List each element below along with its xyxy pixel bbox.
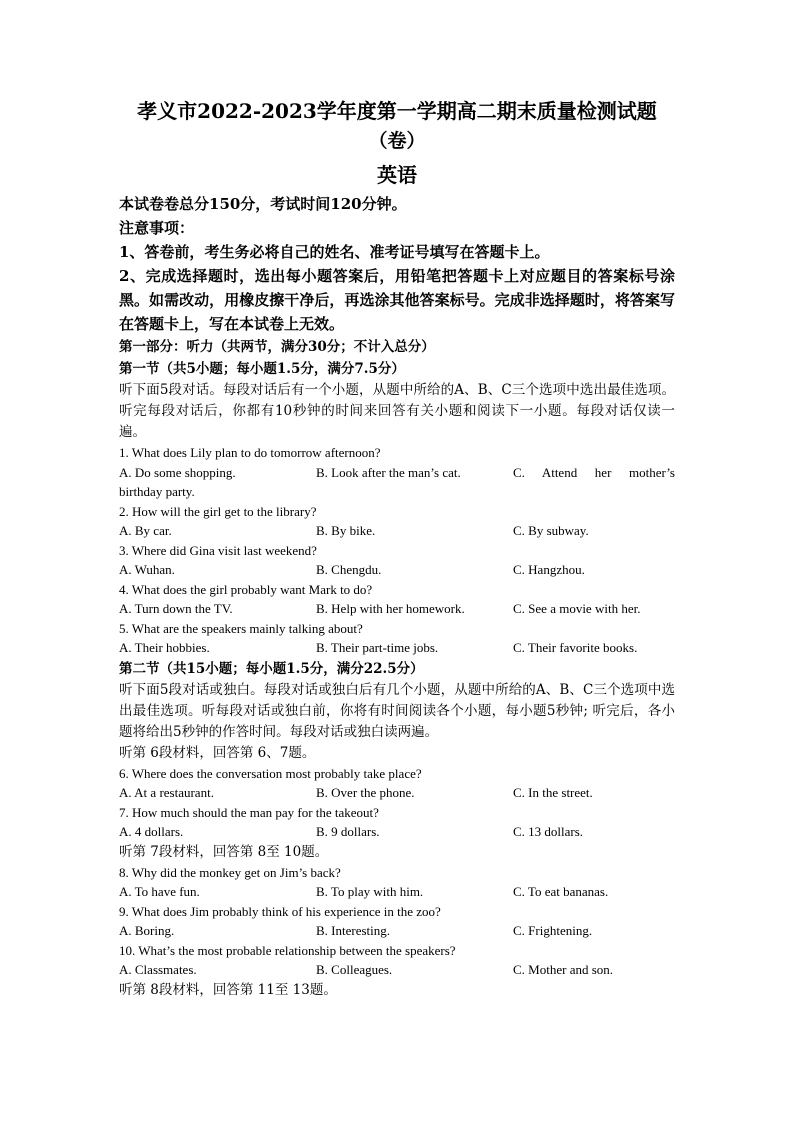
option-c: C. To eat bananas.: [513, 884, 609, 899]
option-b: B. Colleagues.: [316, 962, 393, 977]
option-a: A. Wuhan.: [119, 562, 175, 577]
attention-heading: 注意事项：: [119, 219, 195, 237]
options-5: [119, 638, 675, 658]
option-b: B. Their part-time jobs.: [316, 640, 439, 655]
option-b: B. Interesting.: [316, 923, 391, 938]
question-7: 7. How much should the man pay for the takeout?: [119, 804, 379, 820]
option-c: C. Attend her mother’s: [513, 464, 675, 480]
exam-subtitle: （卷）: [368, 130, 426, 152]
option-c: C. By subway.: [513, 523, 589, 538]
subject-title: 英语: [377, 163, 417, 187]
options-3: [119, 560, 675, 580]
options-8: [119, 882, 675, 902]
option-a: A. To have fun.: [119, 884, 200, 899]
options-2: [119, 521, 675, 541]
option-c: C. In the street.: [513, 785, 593, 800]
score-line: 本试卷卷总分150分，考试时间120分钟。: [119, 195, 407, 213]
option-c: C. Mother and son.: [513, 962, 614, 977]
part1-heading: 第一部分：听力（共两节，满分30分；不计入总分）: [119, 339, 435, 355]
group-lead-8: 听第 8段材料，回答第 11至 13题。: [119, 981, 337, 998]
option-b: B. Look after the man’s cat.: [316, 464, 461, 480]
option-b: B. Chengdu.: [316, 562, 382, 577]
option-a: A. At a restaurant.: [119, 785, 214, 800]
options-7: [119, 822, 675, 842]
option-b: B. Help with her homework.: [316, 601, 465, 616]
options-9: [119, 921, 675, 941]
option-a: A. Do some shopping.: [119, 464, 236, 480]
option-c: C. Frightening.: [513, 923, 593, 938]
option-c: C. Hangzhou.: [513, 562, 585, 577]
option-a: A. Their hobbies.: [119, 640, 210, 655]
section2-heading: 第二节（共15小题；每小题1.5分，满分22.5分）: [119, 660, 424, 677]
option-a: A. 4 dollars.: [119, 824, 184, 839]
options-10: [119, 960, 675, 980]
note-item-1: 1、答卷前，考生务必将自己的姓名、准考证号填写在答题卡上。: [119, 243, 550, 261]
question-8: 8. Why did the monkey get on Jim’s back?: [119, 864, 341, 880]
option-a: A. Classmates.: [119, 962, 197, 977]
section1-instructions: 听下面5段对话。每段对话后有一个小题，从题中所给的A、B、C三个选项中选出最佳选项。听完每段对话后，你都有10秒钟的时间来回答有关小题和阅读下一小题。每段对话仅读一遍。: [119, 382, 675, 440]
option-c: C. Their favorite books.: [513, 640, 638, 655]
option-b: B. 9 dollars.: [316, 824, 380, 839]
question-9: 9. What does Jim probably think of his experience in the zoo?: [119, 903, 441, 919]
note-item-2: 2、完成选择题时，选出每小题答案后，用铅笔把答题卡上对应题目的答案标号涂黑。如需改动，用橡皮擦干净后，再选涂其他答案标号。完成非选择题时，将答案写在答题卡上，写在本试卷上无效。: [119, 267, 675, 333]
options-6: [119, 783, 675, 803]
question-2: 2. How will the girl get to the library?: [119, 503, 317, 519]
question-6: 6. Where does the conversation most probably take place?: [119, 765, 422, 781]
group-lead-6: 听第 6段材料，回答第 6、7题。: [119, 744, 316, 761]
question-10: 10. What’s the most probable relationship between the speakers?: [119, 942, 456, 958]
option-b: B. To play with him.: [316, 884, 424, 899]
option-a: A. By car.: [119, 523, 172, 538]
option-c-continuation: birthday party.: [119, 484, 195, 499]
option-a: A. Turn down the TV.: [119, 601, 233, 616]
option-c: C. See a movie with her.: [513, 601, 641, 616]
group-lead-7: 听第 7段材料，回答第 8至 10题。: [119, 843, 329, 860]
option-b: B. By bike.: [316, 523, 376, 538]
options-4: [119, 599, 675, 619]
option-b: B. Over the phone.: [316, 785, 415, 800]
question-1: 1. What does Lily plan to do tomorrow afternoon?: [119, 445, 381, 460]
section1-heading: 第一节（共5小题；每小题1.5分，满分7.5分）: [119, 361, 405, 377]
exam-title: 孝义市2022-2023学年度第一学期高二期末质量检测试题: [137, 99, 657, 123]
exam-page: [119, 96, 675, 1001]
section2-instructions: 听下面5段对话或独白。每段对话或独白后有几个小题，从题中所给的A、B、C三个选项中选出最佳选项。听每段对话或独白前，你将有时间阅读各个小题，每小题5秒钟; 听完后，各小题将给出5秒钟的作答时间。每段对话或独白读两遍。: [119, 681, 675, 740]
question-3: 3. Where did Gina visit last weekend?: [119, 542, 317, 558]
question-4: 4. What does the girl probably want Mark to do?: [119, 581, 373, 597]
option-c: C. 13 dollars.: [513, 824, 584, 839]
option-a: A. Boring.: [119, 923, 175, 938]
question-5: 5. What are the speakers mainly talking about?: [119, 620, 363, 636]
options-1: [119, 463, 675, 483]
